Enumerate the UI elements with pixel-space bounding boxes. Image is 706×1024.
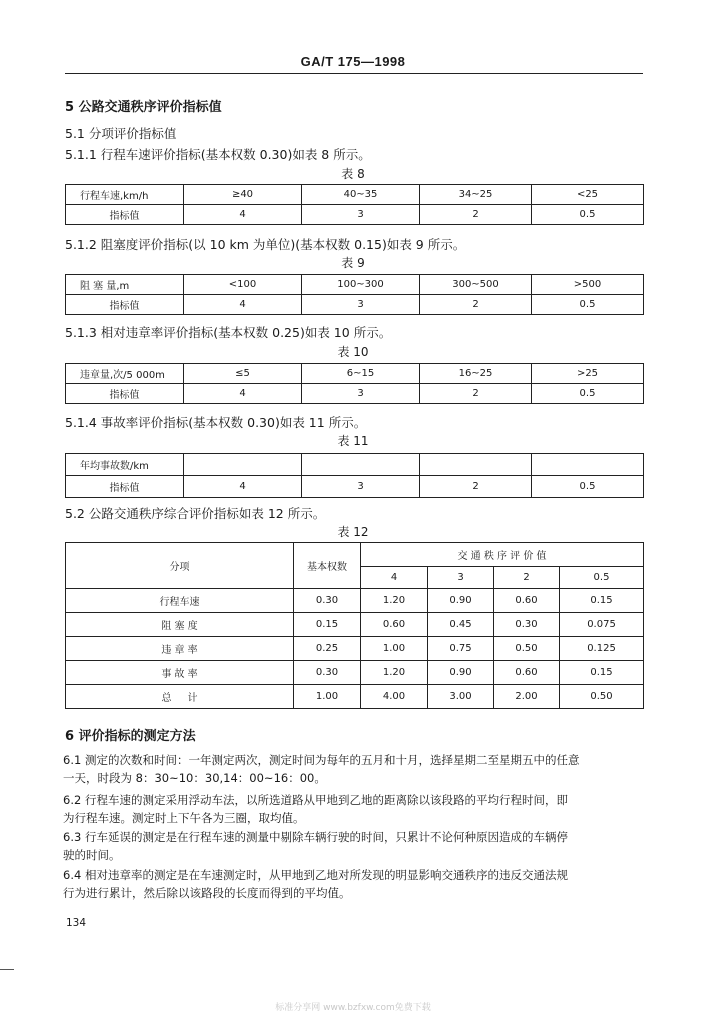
- table-cell: 0.90: [428, 589, 494, 613]
- table-cell: 0.45: [428, 613, 494, 637]
- table-cell: 3: [302, 476, 420, 498]
- section-5-2-text: 5.2 公路交通秩序综合评价指标如表 12 所示。: [65, 506, 326, 521]
- table-cell: 1.20: [361, 661, 428, 685]
- table-cell: 0.5: [532, 384, 644, 404]
- table-cell: 0.075: [560, 613, 644, 637]
- table-cell: 阻 塞 度: [66, 613, 294, 637]
- paragraph-line: 6.1 测定的次数和时间：一年测定两次，测定时间为每年的五月和十月，选择星期二至星期五中的任意: [63, 753, 580, 767]
- table-cell: 2: [420, 205, 532, 225]
- table-header-eval: 交 通 秩 序 评 价 值: [361, 543, 644, 567]
- table-11: [65, 453, 644, 498]
- table-cell: 3: [302, 205, 420, 225]
- table-header-weight: 基本权数: [294, 543, 361, 589]
- table-cell: 0.90: [428, 661, 494, 685]
- table-cell: ≥40: [184, 185, 302, 205]
- table-cell: [420, 454, 532, 476]
- table-cell: ≤5: [184, 364, 302, 384]
- page-number: 134: [66, 917, 87, 929]
- section-5-title: 5 公路交通秩序评价指标值: [65, 100, 222, 115]
- table-cell: 6~15: [302, 364, 420, 384]
- table-cell: 0.15: [560, 589, 644, 613]
- table-row: [66, 589, 644, 613]
- table-cell: 0.125: [560, 637, 644, 661]
- table-cell: 0.50: [560, 685, 644, 709]
- paragraph-6-4: [63, 866, 645, 902]
- margin-mark: [0, 969, 14, 970]
- table-cell: 300~500: [420, 275, 532, 295]
- table-cell: [532, 454, 644, 476]
- table-cell: <100: [184, 275, 302, 295]
- paragraph-line: 驶的时间。: [63, 848, 121, 862]
- table-cell: 40~35: [302, 185, 420, 205]
- table-cell: 指标值: [66, 205, 184, 225]
- table-cell: 2: [420, 295, 532, 315]
- table-cell: >500: [532, 275, 644, 295]
- table-cell: 阻 塞 量,m: [66, 275, 184, 295]
- table-cell: 0.5: [532, 205, 644, 225]
- table-cell: 事 故 率: [66, 661, 294, 685]
- table-10: [65, 363, 644, 404]
- paragraph-6-3: [63, 828, 645, 864]
- table-cell: 4.00: [361, 685, 428, 709]
- paragraph-line: 6.2 行程车速的测定采用浮动车法，以所选道路从甲地到乙地的距离除以该段路的平均行程时间，即: [63, 793, 568, 807]
- table-cell: 3: [302, 295, 420, 315]
- header-rule: [65, 73, 643, 74]
- table-cell: [302, 454, 420, 476]
- table-12: [65, 542, 644, 709]
- table-cell: 0.50: [494, 637, 560, 661]
- table-9-caption: 表 9: [341, 256, 365, 270]
- table-header-level: 3: [428, 567, 494, 589]
- table-cell: 34~25: [420, 185, 532, 205]
- table-header-level: 0.5: [560, 567, 644, 589]
- table-cell: 1.00: [361, 637, 428, 661]
- table-cell: 行程车速,km/h: [66, 185, 184, 205]
- table-cell: 0.15: [560, 661, 644, 685]
- table-cell: 指标值: [66, 476, 184, 498]
- table-cell: >25: [532, 364, 644, 384]
- table-9: [65, 274, 644, 315]
- section-5-1-4-text: 5.1.4 事故率评价指标(基本权数 0.30)如表 11 所示。: [65, 415, 367, 430]
- table-cell: <25: [532, 185, 644, 205]
- table-cell: 总 计: [66, 685, 294, 709]
- table-cell: 违 章 率: [66, 637, 294, 661]
- table-cell: 0.30: [494, 613, 560, 637]
- table-cell: 指标值: [66, 384, 184, 404]
- table-cell: 3.00: [428, 685, 494, 709]
- table-cell: 2: [420, 384, 532, 404]
- table-row: [66, 685, 644, 709]
- section-6-title: 6 评价指标的测定方法: [65, 729, 196, 744]
- section-5-1-1-text: 5.1.1 行程车速评价指标(基本权数 0.30)如表 8 所示。: [65, 147, 371, 162]
- table-cell: 违章量,次/5 000m: [66, 364, 184, 384]
- table-cell: 3: [302, 384, 420, 404]
- table-cell: 0.60: [494, 661, 560, 685]
- footer-watermark: 标准分享网 www.bzfxw.com免费下载: [275, 1003, 431, 1013]
- paragraph-line: 行为进行累计，然后除以该路段的长度而得到的平均值。: [63, 886, 351, 900]
- section-5-1-3-text: 5.1.3 相对违章率评价指标(基本权数 0.25)如表 10 所示。: [65, 325, 392, 340]
- table-cell: 0.75: [428, 637, 494, 661]
- table-cell: 1.00: [294, 685, 361, 709]
- table-cell: 0.5: [532, 295, 644, 315]
- standard-header: GA/T 175—1998: [300, 54, 406, 69]
- table-8-caption: 表 8: [341, 167, 365, 181]
- table-cell: 4: [184, 295, 302, 315]
- table-cell: 2.00: [494, 685, 560, 709]
- paragraph-line: 6.4 相对违章率的测定是在车速测定时，从甲地到乙地对所发现的明显影响交通秩序的违反交通法规: [63, 868, 568, 882]
- paragraph-6-2: [63, 791, 645, 827]
- table-header-level: 2: [494, 567, 560, 589]
- table-cell: 1.20: [361, 589, 428, 613]
- paragraph-6-1: [63, 751, 645, 787]
- table-cell: 0.60: [361, 613, 428, 637]
- table-cell: 4: [184, 384, 302, 404]
- paragraph-line: 一天，时段为 8：30~10：30,14：00~16：00。: [63, 771, 326, 785]
- table-cell: 0.60: [494, 589, 560, 613]
- table-cell: 4: [184, 476, 302, 498]
- table-cell: 0.30: [294, 661, 361, 685]
- paragraph-line: 为行程车速。测定时上下午各为三圈，取均值。: [63, 811, 305, 825]
- table-header-item: 分项: [66, 543, 294, 589]
- table-row: [66, 661, 644, 685]
- table-cell: 100~300: [302, 275, 420, 295]
- table-cell: 年均事故数/km: [66, 454, 184, 476]
- table-cell: 4: [184, 205, 302, 225]
- table-cell: 0.5: [532, 476, 644, 498]
- table-cell: 0.15: [294, 613, 361, 637]
- table-row: [66, 637, 644, 661]
- table-row: [66, 613, 644, 637]
- table-cell: 0.25: [294, 637, 361, 661]
- table-10-caption: 表 10: [337, 345, 369, 359]
- section-5-1-2-text: 5.1.2 阻塞度评价指标(以 10 km 为单位)(基本权数 0.15)如表 9 所示。: [65, 237, 466, 252]
- table-12-caption: 表 12: [337, 525, 369, 539]
- table-8: [65, 184, 644, 225]
- table-header-level: 4: [361, 567, 428, 589]
- table-cell: 指标值: [66, 295, 184, 315]
- paragraph-line: 6.3 行车延误的测定是在行程车速的测量中剔除车辆行驶的时间，只累计不论何种原因造成的车辆停: [63, 830, 568, 844]
- table-cell: 16~25: [420, 364, 532, 384]
- table-cell: 行程车速: [66, 589, 294, 613]
- table-cell: 0.30: [294, 589, 361, 613]
- table-cell: [184, 454, 302, 476]
- section-5-1-title: 5.1 分项评价指标值: [65, 126, 177, 141]
- table-cell: 2: [420, 476, 532, 498]
- table-11-caption: 表 11: [337, 434, 369, 448]
